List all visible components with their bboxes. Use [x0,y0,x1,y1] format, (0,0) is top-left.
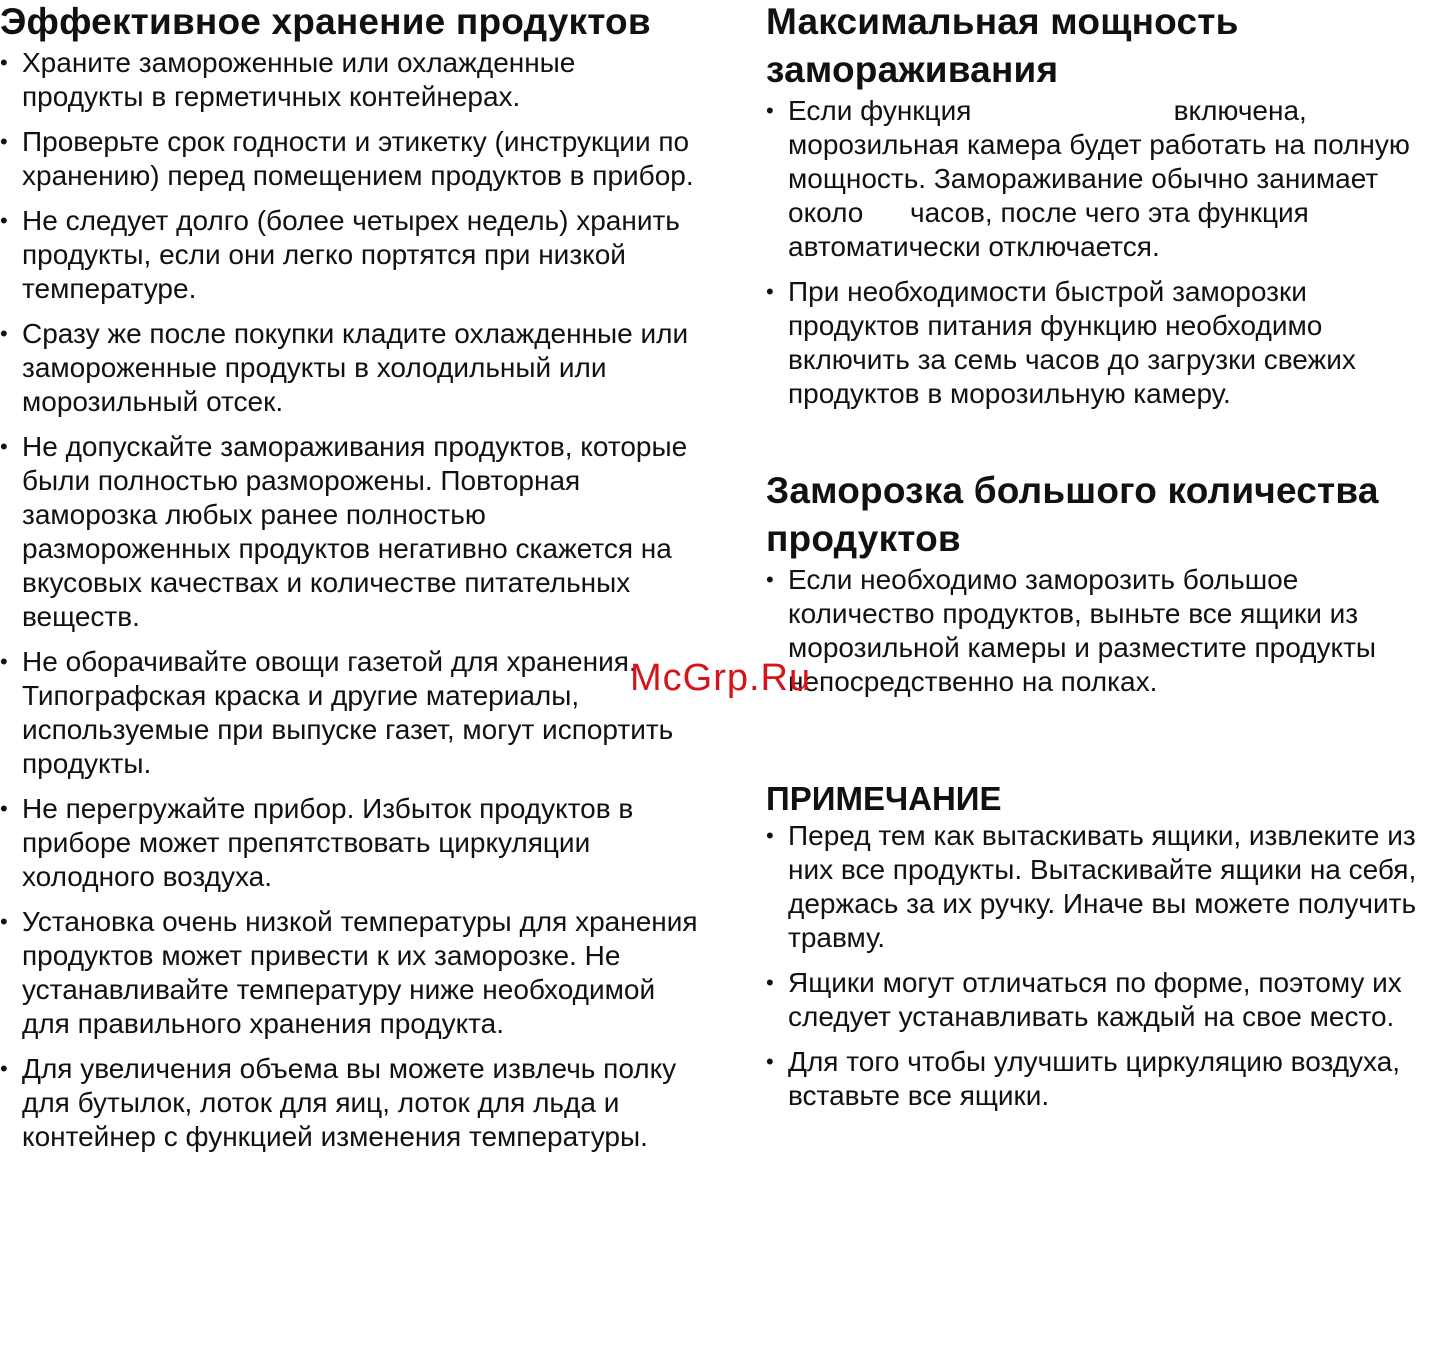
section-heading-max-freeze: Максимальная мощность замораживания [766,1,1239,90]
bullet-icon: • [0,909,8,934]
bulk-freeze-list [766,563,1441,699]
bullet-icon: • [0,1056,8,1081]
list-item: • Не допускайте замораживания продуктов, которые были полностью разморожены. Повторная заморозка любых ранее полностью размороженных продуктов негативно скажется на вкусовых качествах и количестве питательных веществ. [0,431,688,632]
section-heading-storage: Эффективное хранение продуктов [0,1,651,42]
list-item: • Установка очень низкой температуры для хранения продуктов может привести к их заморозке. Не устанавливайте температуру ниже необходимой для правильного хранения продукта. [0,906,698,1039]
max-freeze-list [766,94,1441,411]
storage-tips-list [0,46,700,1154]
bullet-icon: • [0,129,8,154]
list-item: • Перед тем как вытаскивать ящики, извлеките из них все продукты. Вытаскивайте ящики на себя, держась за их ручку. Иначе вы можете получить травму. [766,820,1417,953]
bullet-icon: • [0,796,8,821]
bullet-icon: • [766,567,774,592]
list-item: • Не оборачивайте овощи газетой для хранения. Типографская краска и другие материалы, используемые при выпуске газет, могут испортить продукты. [0,646,674,779]
right-column [766,0,1441,1124]
list-item: • Не следует долго (более четырех недель) хранить продукты, если они легко портятся при низкой температуре. [0,205,680,304]
bullet-icon: • [0,321,8,346]
bullet-icon: • [0,50,8,75]
list-item: • Если функция включена, морозильная камера будет работать на полную мощность. Замораживание обычно занимает около часов, после чего эта функция автоматически отключается. [766,95,1418,262]
bullet-icon: • [766,1049,774,1074]
bullet-icon: • [0,434,8,459]
bullet-icon: • [766,970,774,995]
bullet-icon: • [766,823,774,848]
list-item: • Для того чтобы улучшить циркуляцию воздуха, вставьте все ящики. [766,1046,1401,1111]
bullet-icon: • [766,98,774,123]
left-column [0,0,700,1165]
list-item: • Храните замороженные или охлажденные продукты в герметичных контейнерах. [0,47,576,112]
note-heading: ПРИМЕЧАНИЕ [766,780,1002,817]
list-item: • Для увеличения объема вы можете извлечь полку для бутылок, лоток для яиц, лоток для льда и контейнер с функцией изменения температуры. [0,1053,677,1152]
list-item: • При необходимости быстрой заморозки продуктов питания функцию необходимо включить за семь часов до загрузки свежих продуктов в морозильную камеру. [766,276,1356,409]
list-item: • Проверьте срок годности и этикетку (инструкции по хранению) перед помещением продуктов в прибор. [0,126,694,191]
list-item: • Если необходимо заморозить большое количество продуктов, выньте все ящики из морозильной камеры и разместите продукты непосредственно на полках. [766,564,1377,697]
bullet-icon: • [0,208,8,233]
bullet-icon: • [766,279,774,304]
section-heading-bulk-freeze: Заморозка большого количества продуктов [766,470,1379,559]
site-watermark: McGrp.Ru [630,657,812,699]
list-item: • Не перегружайте прибор. Избыток продуктов в приборе может препятствовать циркуляции холодного воздуха. [0,793,634,892]
note-list [766,819,1441,1113]
list-item: • Сразу же после покупки кладите охлажденные или замороженные продукты в холодильный или морозильный отсек. [0,318,689,417]
bullet-icon: • [0,649,8,674]
list-item: • Ящики могут отличаться по форме, поэтому их следует устанавливать каждый на свое место. [766,967,1402,1032]
